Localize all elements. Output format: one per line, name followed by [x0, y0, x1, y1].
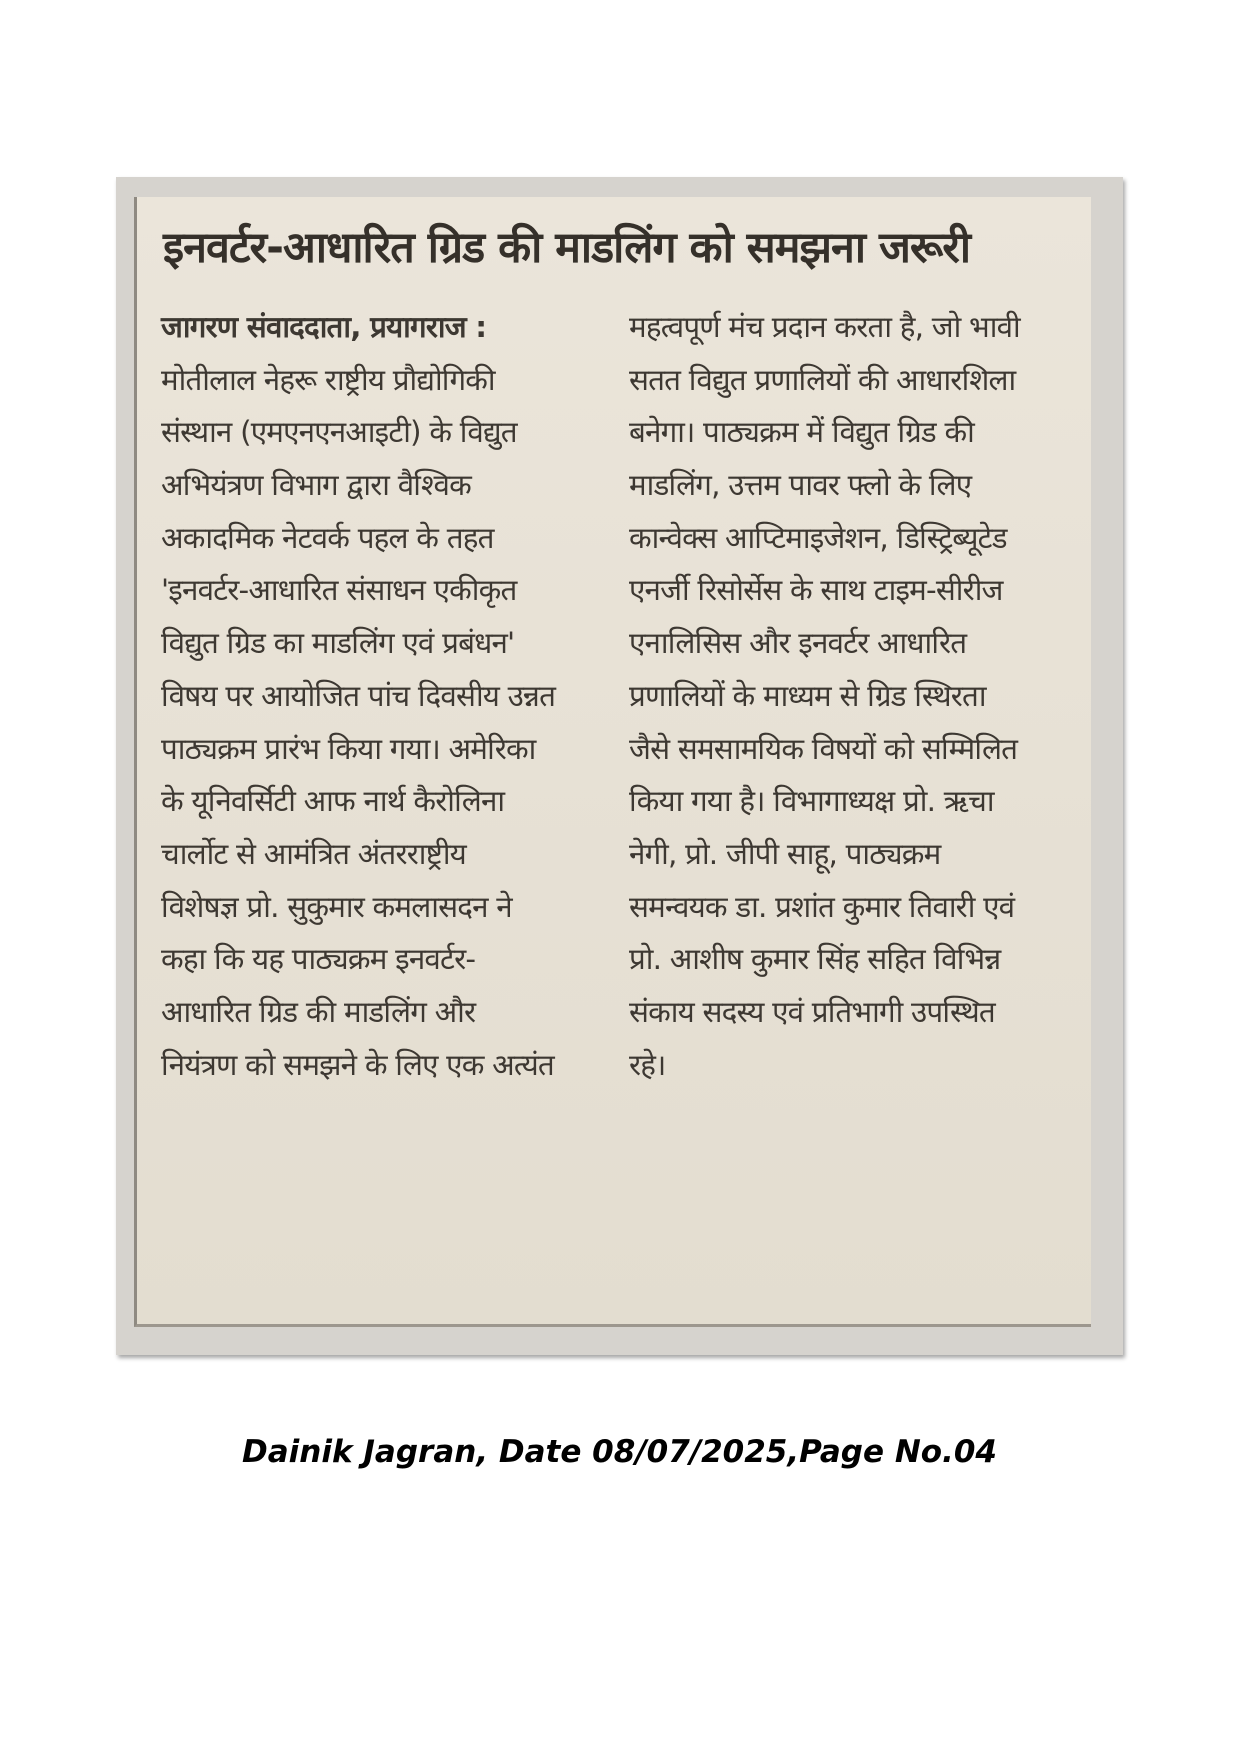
article-column-left	[161, 301, 591, 1091]
article-line: विशेषज्ञ प्रो. सुकुमार कमलासदन ने	[161, 889, 512, 924]
article-line: नेगी, प्रो. जीपी साहू, पाठ्यक्रम	[629, 836, 941, 871]
article-line: जैसे समसामयिक विषयों को सम्मिलित	[629, 731, 1018, 766]
article-dateline: जागरण संवाददाता, प्रयागराज :	[161, 310, 487, 344]
article-line: समन्वयक डा. प्रशांत कुमार तिवारी एवं	[629, 889, 1015, 924]
article-line: एनर्जी रिसोर्सेस के साथ टाइम-सीरीज	[629, 573, 1003, 608]
article-line: विषय पर आयोजित पांच दिवसीय उन्नत	[161, 678, 556, 713]
article-line: रहे।	[629, 1047, 666, 1082]
article-line: चार्लोट से आमंत्रित अंतरराष्ट्रीय	[161, 836, 466, 871]
newspaper-clipping-frame	[116, 177, 1123, 1355]
article-line: अकादमिक नेटवर्क पहल के तहत	[161, 520, 494, 555]
article-line: बनेगा। पाठ्यक्रम में विद्युत ग्रिड की	[629, 415, 974, 450]
article-headline: इनवर्टर-आधारित ग्रिड की माडलिंग को समझना जरूरी	[163, 223, 970, 273]
article-line: मोतीलाल नेहरू राष्ट्रीय प्रौद्योगिकी	[161, 362, 495, 397]
article-line: माडलिंग, उत्तम पावर फ्लो के लिए	[629, 468, 972, 503]
newspaper-clipping	[134, 197, 1091, 1327]
article-line: सतत विद्युत प्रणालियों की आधारशिला	[629, 362, 1016, 397]
article-line: के यूनिवर्सिटी आफ नार्थ कैरोलिना	[161, 784, 505, 819]
article-line: कान्वेक्स आप्टिमाइजेशन, डिस्ट्रिब्यूटेड	[629, 520, 1007, 555]
article-line: एनालिसिस और इनवर्टर आधारित	[629, 626, 967, 661]
article-line: संस्थान (एमएनएनआइटी) के विद्युत	[161, 415, 517, 450]
article-line: किया गया है। विभागाध्यक्ष प्रो. ऋचा	[629, 784, 994, 819]
article-line: अभियंत्रण विभाग द्वारा वैश्विक	[161, 468, 471, 503]
article-line: प्रणालियों के माध्यम से ग्रिड स्थिरता	[629, 678, 986, 713]
article-line: विद्युत ग्रिड का माडलिंग एवं प्रबंधन'	[161, 626, 515, 661]
article-line: 'इनवर्टर-आधारित संसाधन एकीकृत	[161, 573, 517, 608]
article-line: आधारित ग्रिड की माडलिंग और	[161, 994, 476, 1029]
source-caption: Dainik Jagran, Date 08/07/2025,Page No.04	[242, 1434, 997, 1470]
article-line: पाठ्यक्रम प्रारंभ किया गया। अमेरिका	[161, 731, 536, 766]
article-line: संकाय सदस्य एवं प्रतिभागी उपस्थित	[629, 994, 995, 1029]
article-line: नियंत्रण को समझने के लिए एक अत्यंत	[161, 1047, 554, 1082]
article-line: कहा कि यह पाठ्यक्रम इनवर्टर-	[161, 942, 476, 977]
article-line: महत्वपूर्ण मंच प्रदान करता है, जो भावी	[629, 310, 1020, 344]
article-line: प्रो. आशीष कुमार सिंह सहित विभिन्न	[629, 942, 1001, 977]
article-column-right	[629, 301, 1069, 1091]
